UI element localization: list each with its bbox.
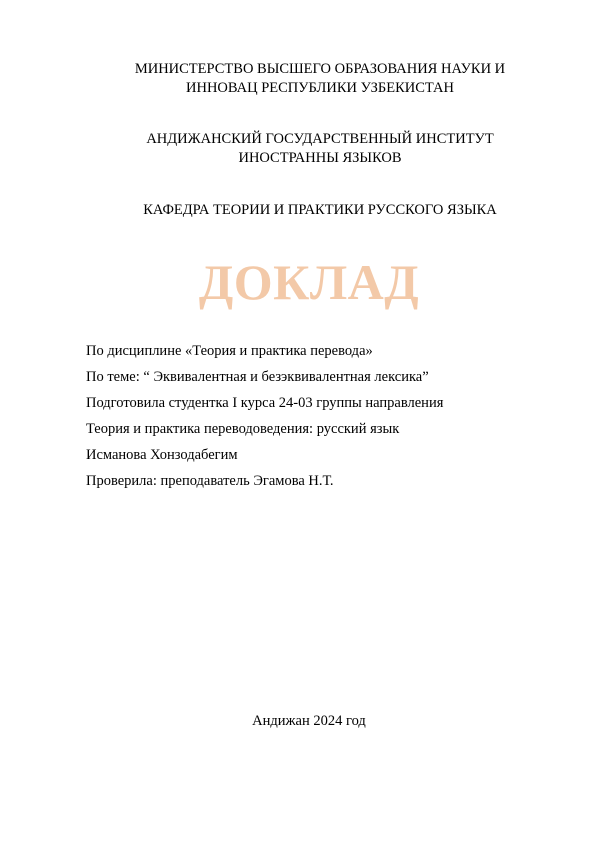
info-block — [86, 343, 566, 499]
city-year-footer: Андижан 2024 год — [252, 713, 366, 729]
topic-line: По теме: “ Эквивалентная и безэквивалентная лексика” — [86, 369, 429, 385]
student-name-line: Исманова Хонзодабегим — [86, 447, 238, 463]
document-title: ДОКЛАД — [198, 254, 420, 310]
discipline-line: По дисциплине «Теория и практика перевода» — [86, 343, 373, 359]
ministry-line-1: МИНИСТЕРСТВО ВЫСШЕГО ОБРАЗОВАНИЯ НАУКИ И — [134, 61, 506, 77]
ministry-line-2: ИННОВАЦ РЕСПУБЛИКИ УЗБЕКИСТАН — [186, 80, 454, 96]
institute-line-1: АНДИЖАНСКИЙ ГОСУДАРСТВЕННЫЙ ИНСТИТУТ — [146, 131, 494, 147]
department-heading — [100, 201, 540, 220]
institute-line-2: ИНОСТРАННЫ ЯЗЫКОВ — [238, 150, 402, 166]
prepared-by-line: Подготовила студентка I курса 24-03 группы направления — [86, 395, 444, 411]
checked-by-line: Проверила: преподаватель Эгамова Н.Т. — [86, 473, 334, 489]
ministry-heading — [100, 60, 540, 98]
institute-heading — [100, 130, 540, 168]
direction-line: Теория и практика переводоведения: русский язык — [86, 421, 400, 437]
department-line: КАФЕДРА ТЕОРИИ И ПРАКТИКИ РУССКОГО ЯЗЫКА — [143, 202, 497, 218]
